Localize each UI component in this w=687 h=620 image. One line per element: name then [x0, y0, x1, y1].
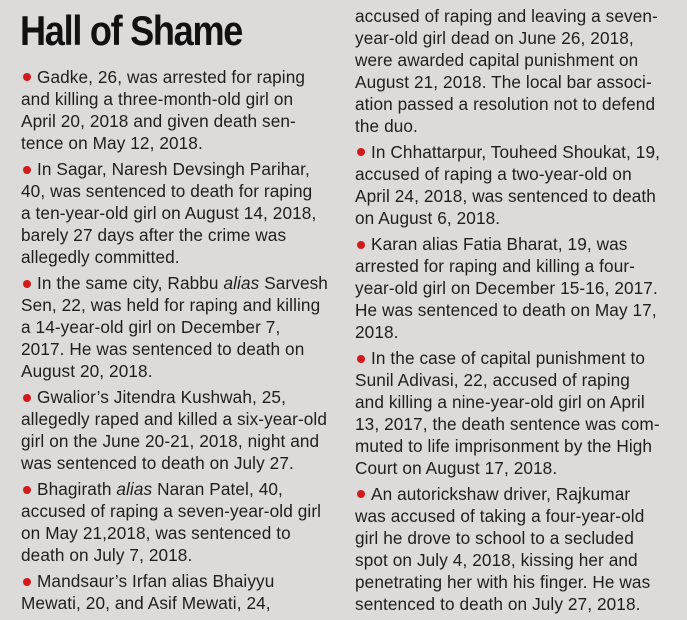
- item-text-line: [21, 273, 343, 295]
- item-text: August 21, 2018. The local bar associ-: [355, 71, 652, 92]
- item-text-line: [355, 484, 671, 506]
- item-text-line: [355, 550, 671, 572]
- item-text-line: [21, 247, 343, 269]
- item-text: 40, was sentenced to death for raping: [21, 181, 313, 202]
- item-text-line: [355, 348, 671, 370]
- item-text: 2018.: [355, 321, 399, 342]
- item-text: allegedly raped and killed a six-year-old: [21, 409, 328, 430]
- item-text: sentenced to death on July 27, 2018.: [355, 593, 641, 614]
- right-column: [355, 6, 671, 620]
- item-text-line: [355, 436, 671, 458]
- red-bullet-icon: [357, 241, 365, 249]
- item-text: In the same city, Rabbu: [37, 273, 224, 294]
- item-text-line: [21, 159, 343, 181]
- item-text-line: [355, 300, 671, 322]
- item-text: accused of raping a seven-year-old girl: [21, 501, 322, 522]
- item-text: girl he drove to school to a secluded: [355, 527, 634, 548]
- item-text-line: [355, 6, 671, 28]
- red-bullet-icon: [357, 490, 365, 498]
- item-text-line: [355, 528, 671, 550]
- news-item: [21, 273, 343, 383]
- item-text-line: [355, 322, 671, 344]
- item-text-line: [355, 186, 671, 208]
- item-text-line: [355, 28, 671, 50]
- item-text-line: [355, 234, 671, 256]
- item-text-line: [21, 453, 343, 475]
- item-text-line: [21, 317, 343, 339]
- item-text: accused of raping and leaving a seven-: [355, 6, 658, 26]
- item-text: An autorickshaw driver, Rajkumar: [371, 484, 631, 505]
- item-text-line: [355, 414, 671, 436]
- item-text: Naran Patel, 40,: [152, 479, 283, 500]
- item-text: the duo.: [355, 115, 418, 136]
- news-item: [355, 348, 671, 479]
- item-text: In Chhattarpur, Touheed Shoukat, 19,: [371, 141, 660, 162]
- item-text: Court on August 17, 2018.: [355, 457, 558, 478]
- item-text-line: [355, 594, 671, 616]
- red-bullet-icon: [23, 73, 31, 81]
- item-text: accused of raping a two-year-old on: [355, 163, 632, 184]
- item-text: year-old girl dead on June 26, 2018,: [355, 27, 634, 48]
- item-text: August 20, 2018.: [21, 360, 153, 381]
- item-text-italic: alias: [223, 273, 260, 294]
- item-text: Karan alias Fatia Bharat, 19, was: [371, 234, 628, 255]
- item-text: 2017. He was sentenced to death on: [21, 338, 305, 359]
- item-text-line: [21, 133, 343, 155]
- item-text-line: [21, 295, 343, 317]
- item-text: were awarded capital punishment on: [355, 49, 639, 70]
- item-text-line: [355, 164, 671, 186]
- news-item: [355, 6, 671, 137]
- item-text-line: [21, 593, 343, 615]
- item-text-line: [21, 67, 343, 89]
- item-text: penetrating her with his finger. He was: [355, 571, 651, 592]
- item-text: Gwalior’s Jitendra Kushwah, 25,: [37, 387, 286, 408]
- red-bullet-icon: [357, 355, 365, 363]
- item-text-line: [21, 361, 343, 383]
- red-bullet-icon: [23, 486, 31, 494]
- red-bullet-icon: [357, 148, 365, 156]
- item-text-line: [21, 409, 343, 431]
- item-text-line: [355, 392, 671, 414]
- red-bullet-icon: [23, 280, 31, 288]
- item-text: April 24, 2018, was sentenced to death: [355, 185, 656, 206]
- item-text-line: [355, 506, 671, 528]
- news-item: [21, 159, 343, 269]
- item-text-line: [21, 225, 343, 247]
- news-item: [355, 234, 671, 344]
- item-text-line: [21, 501, 343, 523]
- item-text: Sarvesh: [259, 273, 328, 294]
- item-text: Sunil Adivasi, 22, accused of raping: [355, 370, 630, 390]
- item-text-line: [21, 339, 343, 361]
- news-item: [355, 484, 671, 615]
- news-item: [21, 67, 343, 155]
- item-text-italic: alias: [116, 479, 153, 500]
- item-text-line: [21, 387, 343, 409]
- item-text: was sentenced to death on July 27.: [21, 452, 294, 473]
- item-text-line: [355, 142, 671, 164]
- item-text: In Sagar, Naresh Devsingh Parihar,: [37, 159, 310, 180]
- red-bullet-icon: [23, 394, 31, 402]
- item-text: spot on July 4, 2018, kissing her and: [355, 549, 638, 570]
- item-text: allegedly committed.: [21, 246, 180, 267]
- item-text: muted to life imprisonment by the High: [355, 435, 653, 456]
- item-text: tence on May 12, 2018.: [21, 132, 203, 153]
- item-text: Sen, 22, was held for raping and killing: [21, 295, 321, 316]
- news-item: [21, 387, 343, 475]
- item-text: He was sentenced to death on May 17,: [355, 299, 657, 320]
- item-text-line: [21, 181, 343, 203]
- news-item: [21, 479, 343, 567]
- item-text-line: [21, 89, 343, 111]
- item-text: Mandsaur’s Irfan alias Bhaiyyu: [37, 571, 275, 592]
- item-text-line: [21, 571, 343, 593]
- red-bullet-icon: [23, 166, 31, 174]
- item-text: a 14-year-old girl on December 7,: [21, 316, 281, 337]
- item-text: death on July 7, 2018.: [21, 545, 193, 566]
- item-text-line: [355, 458, 671, 480]
- item-text: girl on the June 20-21, 2018, night and: [21, 431, 320, 451]
- item-text-line: [355, 256, 671, 278]
- item-text: was accused of taking a four-year-old: [355, 505, 645, 526]
- item-text-line: [21, 523, 343, 545]
- item-text: Mewati, 20, and Asif Mewati, 24,: [21, 593, 271, 614]
- item-text: and killing a nine-year-old girl on April: [355, 391, 645, 412]
- item-text-line: [21, 431, 343, 453]
- item-text-line: [355, 278, 671, 300]
- item-text-line: [21, 479, 343, 501]
- item-text-line: [355, 50, 671, 72]
- red-bullet-icon: [23, 578, 31, 586]
- news-item: [355, 142, 671, 230]
- item-text: Bhagirath: [37, 479, 117, 500]
- item-text-line: [355, 208, 671, 230]
- item-text-line: [21, 203, 343, 225]
- article-title: Hall of Shame: [20, 7, 243, 54]
- news-item: [21, 571, 343, 615]
- item-text: Gadke, 26, was arrested for raping: [37, 67, 306, 87]
- item-text-line: [355, 116, 671, 138]
- item-text-line: [355, 370, 671, 392]
- item-text: barely 27 days after the crime was: [21, 224, 287, 245]
- item-text: April 20, 2018 and given death sen-: [21, 110, 296, 131]
- item-text-line: [21, 111, 343, 133]
- item-text: on May 21,2018, was sentenced to: [21, 523, 291, 544]
- item-text-line: [355, 72, 671, 94]
- item-text: In the case of capital punishment to: [371, 348, 645, 369]
- item-text: arrested for raping and killing a four-: [355, 255, 635, 276]
- item-text-line: [355, 94, 671, 116]
- item-text: a ten-year-old girl on August 14, 2018,: [21, 202, 317, 223]
- item-text-line: [21, 545, 343, 567]
- left-column: [21, 67, 343, 620]
- item-text: ation passed a resolution not to defend: [355, 93, 656, 114]
- item-text: year-old girl on December 15-16, 2017.: [355, 277, 658, 298]
- item-text: and killing a three-month-old girl on: [21, 88, 294, 109]
- item-text: 13, 2017, the death sentence was com-: [355, 413, 660, 434]
- item-text-line: [355, 572, 671, 594]
- item-text: on August 6, 2018.: [355, 207, 501, 228]
